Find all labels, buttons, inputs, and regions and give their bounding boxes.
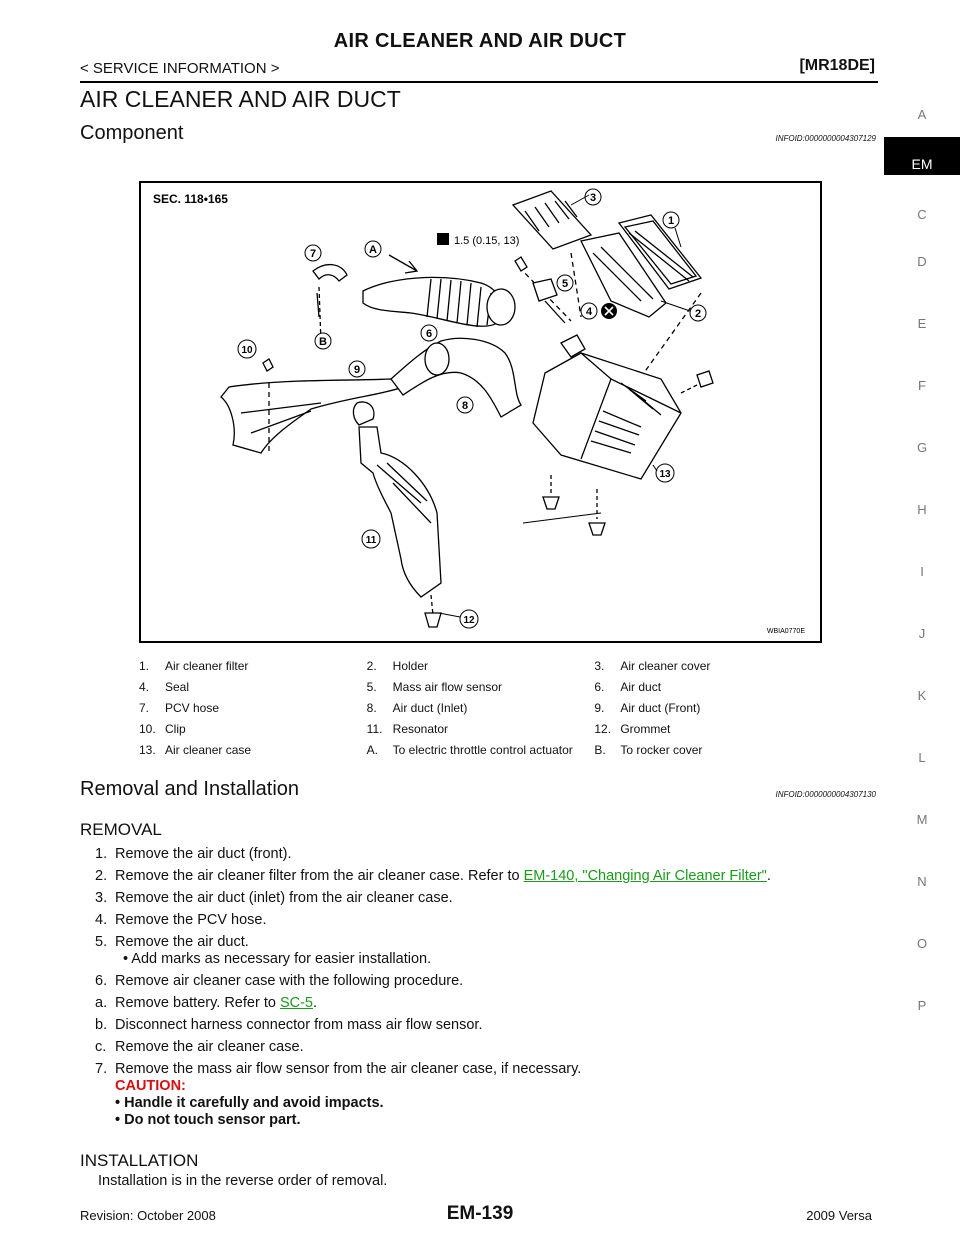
legend-row	[139, 701, 822, 722]
svg-text:A: A	[369, 244, 377, 256]
callout-4	[581, 303, 597, 319]
torque-label: 1.5 (0.15, 13)	[454, 235, 520, 247]
installation-text: Installation is in the reverse order of removal.	[98, 1173, 388, 1189]
step-number: 5.	[95, 934, 108, 950]
callout-5	[557, 275, 573, 291]
step-number: 1.	[95, 846, 108, 862]
callout-a	[365, 241, 381, 257]
step-2	[95, 868, 895, 885]
step-text-end: .	[766, 868, 771, 884]
side-tab-e[interactable]: E	[917, 316, 927, 331]
step-number: a.	[95, 995, 108, 1011]
svg-text:9: 9	[353, 364, 361, 376]
caution-item: • Handle it carefully and avoid impacts.	[115, 1095, 384, 1111]
callout-1	[663, 212, 679, 228]
step-6	[95, 973, 895, 990]
svg-text:3: 3	[589, 192, 597, 204]
side-tab-k[interactable]: K	[917, 688, 927, 703]
legend-num: 13.	[139, 743, 156, 757]
component-heading: Component	[80, 122, 184, 144]
svg-text:11: 11	[365, 535, 377, 546]
sec-label: SEC. 118•165	[153, 192, 228, 206]
legend-row	[139, 659, 822, 680]
step-subnote: • Add marks as necessary for easier installation.	[123, 951, 432, 967]
side-tab-m[interactable]: M	[916, 812, 928, 827]
legend-num: 1.	[139, 659, 150, 673]
legend-label: PCV hose	[165, 701, 220, 715]
legend-num: B.	[594, 743, 606, 757]
step-c	[95, 1039, 895, 1056]
callout-b	[315, 333, 331, 349]
page-title: AIR CLEANER AND AIR DUCT	[80, 86, 401, 112]
side-tab-f[interactable]: F	[918, 378, 926, 393]
header-rule	[80, 81, 878, 83]
caution-label: CAUTION:	[115, 1078, 186, 1094]
step-text: Remove the air duct (inlet) from the air cleaner case.	[115, 890, 453, 906]
step-number: 4.	[95, 912, 108, 928]
step-text: Remove air cleaner case with the following procedure.	[115, 973, 464, 989]
legend-label: Mass air flow sensor	[392, 680, 503, 694]
side-tab-a[interactable]: A	[917, 107, 927, 122]
svg-text:6: 6	[425, 328, 433, 340]
em-140-link[interactable]: EM-140, "Changing Air Cleaner Filter"	[523, 868, 767, 884]
section-tab-index	[884, 100, 960, 1053]
removal-installation-heading: Removal and Installation	[80, 778, 300, 800]
side-tab-i[interactable]: I	[920, 564, 924, 579]
caution-item: • Do not touch sensor part.	[115, 1112, 301, 1128]
svg-text:4: 4	[585, 306, 593, 318]
legend-label: Grommet	[620, 722, 671, 736]
sc-5-link[interactable]: SC-5	[279, 995, 313, 1011]
side-tab-j[interactable]: J	[918, 626, 926, 641]
step-text: Remove the air cleaner case.	[115, 1039, 304, 1055]
side-tab-p[interactable]: P	[917, 998, 927, 1013]
legend-label: Air cleaner filter	[165, 659, 249, 673]
svg-text:8: 8	[461, 400, 469, 412]
legend-label: Air duct (Front)	[620, 701, 701, 715]
svg-text:2: 2	[694, 308, 702, 320]
legend-table	[139, 659, 822, 764]
legend-label: Seal	[165, 680, 190, 694]
svg-text:B: B	[319, 336, 327, 348]
side-tab-l[interactable]: L	[918, 750, 926, 765]
callout-10	[238, 340, 256, 358]
legend-num: 8.	[366, 701, 377, 715]
step-5	[95, 934, 895, 968]
side-tab-o[interactable]: O	[916, 936, 928, 951]
legend-num: 9.	[594, 701, 605, 715]
running-title: AIR CLEANER AND AIR DUCT	[333, 30, 627, 52]
callout-7	[305, 245, 321, 261]
legend-label: Air duct (Inlet)	[392, 701, 468, 715]
side-tab-em[interactable]: EM	[884, 137, 960, 175]
model-code: [MR18DE]	[799, 57, 875, 74]
legend-num: 11.	[366, 722, 383, 736]
svg-text:5: 5	[561, 278, 569, 290]
step-number: 3.	[95, 890, 108, 906]
removal-installation-infoid: INFOID:0000000004307130	[775, 790, 876, 799]
callout-11	[362, 530, 380, 548]
step-number: 2.	[95, 868, 108, 884]
legend-row	[139, 722, 822, 743]
callout-2	[690, 305, 706, 321]
step-number: 6.	[95, 973, 108, 989]
legend-num: 10.	[139, 722, 156, 736]
step-text: Remove the air duct.	[115, 934, 249, 950]
svg-text:10: 10	[241, 345, 253, 356]
footer-page-number: EM-139	[446, 1203, 514, 1224]
step-3	[95, 890, 895, 907]
legend-label: Air duct	[620, 680, 662, 694]
legend-label: Holder	[392, 659, 429, 673]
seal-cross-icon	[601, 303, 617, 319]
legend-label: Clip	[165, 722, 186, 736]
svg-text:13: 13	[659, 469, 671, 480]
side-tab-c[interactable]: C	[917, 207, 927, 222]
side-tab-h[interactable]: H	[917, 502, 927, 517]
step-4	[95, 912, 895, 929]
component-diagram	[139, 181, 822, 643]
legend-num: A.	[366, 743, 379, 757]
callout-13	[656, 464, 674, 482]
component-infoid: INFOID:0000000004307129	[775, 134, 876, 143]
step-number: c.	[95, 1039, 107, 1055]
step-text: Remove the air duct (front).	[115, 846, 292, 862]
removal-heading: REMOVAL	[80, 820, 162, 839]
step-text-end: .	[312, 995, 318, 1011]
step-text: Remove the air cleaner filter from the air cleaner case. Refer to	[115, 868, 524, 884]
callout-6	[421, 325, 437, 341]
footer-version: 2009 Versa	[806, 1208, 872, 1223]
step-text: Remove the mass air flow sensor from the air cleaner case, if necessary.	[115, 1061, 582, 1077]
legend-label: Resonator	[392, 722, 449, 736]
side-tab-n[interactable]: N	[917, 874, 927, 889]
footer-revision: Revision: October 2008	[80, 1208, 216, 1223]
step-b	[95, 1017, 895, 1034]
removal-steps	[95, 846, 895, 1134]
legend-label: To rocker cover	[620, 743, 703, 757]
callout-12	[460, 610, 478, 628]
figure-code: WBIA0770E	[766, 628, 805, 635]
step-number: 7.	[95, 1061, 108, 1077]
legend-num: 12.	[594, 722, 612, 736]
step-1	[95, 846, 895, 863]
step-text: Disconnect harness connector from mass air flow sensor.	[115, 1017, 483, 1033]
callout-8	[457, 397, 473, 413]
legend-num: 6.	[594, 680, 605, 694]
legend-label: Air cleaner cover	[620, 659, 711, 673]
legend-num: 2.	[366, 659, 377, 673]
installation-heading: INSTALLATION	[80, 1151, 199, 1170]
legend-num: 4.	[139, 680, 150, 694]
side-tab-g[interactable]: G	[916, 440, 928, 455]
callout-9	[349, 361, 365, 377]
step-text: Remove the PCV hose.	[115, 912, 267, 928]
side-tab-d[interactable]: D	[917, 254, 927, 269]
svg-text:7: 7	[309, 248, 317, 260]
step-number: b.	[95, 1017, 108, 1033]
legend-row	[139, 743, 822, 764]
legend-label: To electric throttle control actuator	[392, 743, 573, 757]
legend-num: 3.	[594, 659, 605, 673]
legend-num: 7.	[139, 701, 150, 715]
callout-3	[585, 189, 601, 205]
step-text: Remove battery. Refer to	[115, 995, 280, 1011]
legend-label: Air cleaner case	[165, 743, 252, 757]
legend-row	[139, 680, 822, 701]
step-a	[95, 995, 895, 1012]
legend-num: 5.	[366, 680, 377, 694]
svg-text:1: 1	[667, 215, 675, 227]
step-7	[95, 1061, 895, 1129]
section-label: < SERVICE INFORMATION >	[80, 60, 280, 77]
svg-text:12: 12	[463, 615, 475, 626]
